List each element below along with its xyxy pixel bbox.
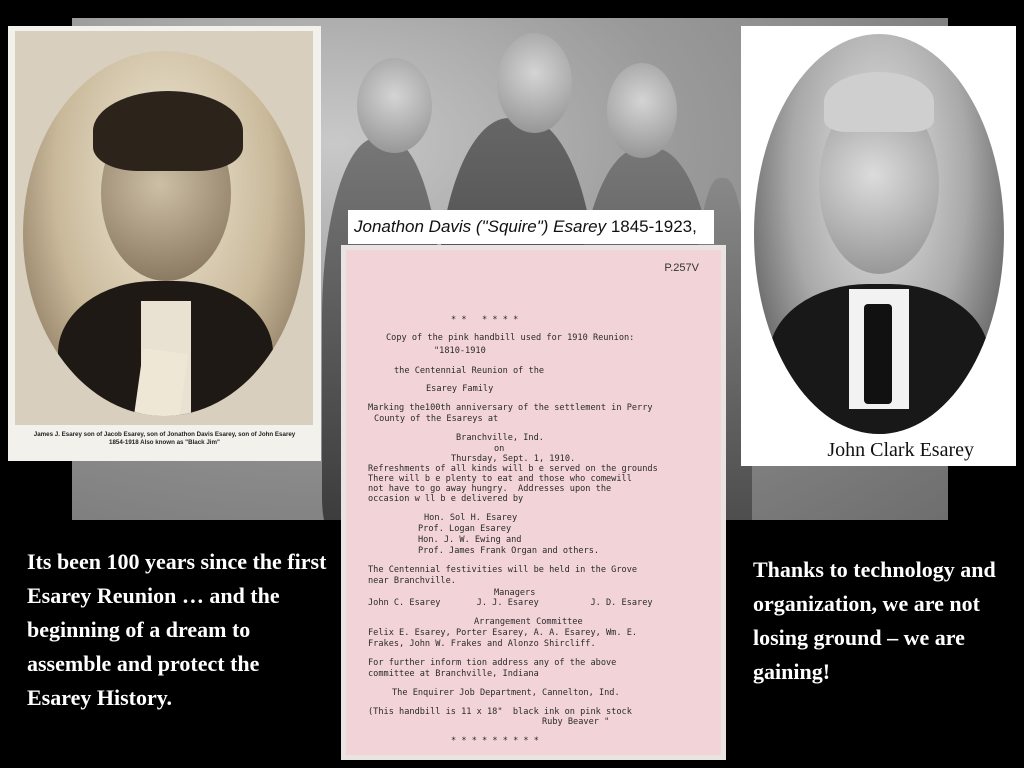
handbill-line: (This handbill is 11 x 18" black ink on pink stock: [368, 707, 632, 717]
handbill-line: Frakes, John W. Frakes and Alonzo Shircliff.: [368, 639, 596, 649]
handbill-line: County of the Esareys at: [374, 414, 499, 424]
handbill-line: Managers: [494, 588, 536, 598]
caption-years: 1845-1923,: [610, 217, 697, 236]
handbill-line: Arrangement Committee: [474, 617, 583, 627]
handbill-line: The Centennial festivities will be held in the Grove: [368, 565, 638, 575]
handbill-line: Hon. J. W. Ewing and: [418, 535, 522, 545]
group-photo-caption: [348, 210, 714, 244]
portrait-right-caption: John Clark Esarey: [827, 439, 974, 461]
handbill-line: Branchville, Ind.: [456, 433, 544, 443]
handbill-line: Prof. Logan Esarey: [418, 524, 512, 534]
caption-line-1: James J. Esarey son of Jacob Esarey, son of Jonathon Davis Esarey, son of John Esarey: [33, 431, 296, 438]
handbill-line: "1810-1910: [434, 346, 486, 356]
handbill-line: near Branchville.: [368, 576, 456, 586]
handbill-line: Hon. Sol H. Esarey: [424, 513, 518, 523]
handbill-line: occasion w ll b e delivered by: [368, 494, 524, 504]
handbill-frame: [341, 245, 726, 760]
handbill-line: There will b e plenty to eat and those who comewill: [368, 474, 632, 484]
ribbon-badge: [133, 348, 188, 416]
handbill-line: Esarey Family: [426, 384, 494, 394]
portrait-james-esarey: [8, 26, 321, 461]
handbill-line: Felix E. Esarey, Porter Esarey, A. A. Esarey, Wm. E.: [368, 628, 638, 638]
left-paragraph: Its been 100 years since the first Esarey Reunion … and the beginning of a dream to assemble and protect the Esarey History.: [27, 549, 327, 711]
handbill-line: Ruby Beaver ": [542, 717, 610, 727]
right-paragraph: Thanks to technology and organization, we are not losing ground – we are gaining!: [753, 557, 996, 685]
handbill-line: For further inform tion address any of the above: [368, 658, 617, 668]
handbill-line: Marking the100th anniversary of the settlement in Perry: [368, 403, 653, 413]
handbill-line: Refreshments of all kinds will b e served on the grounds: [368, 464, 658, 474]
handbill-line: not have to go away hungry. Addresses upon the: [368, 484, 612, 494]
portrait-oval: [23, 51, 305, 416]
caption-name: Jonathon Davis ("Squire") Esarey: [354, 217, 607, 236]
handbill-line: * * * * * * * * *: [451, 736, 539, 746]
handbill-line: Thursday, Sept. 1, 1910.: [451, 454, 576, 464]
handbill-line: Copy of the pink handbill used for 1910 Reunion:: [386, 333, 635, 343]
portrait-oval: [754, 34, 1004, 434]
handbill-line: on: [494, 444, 505, 454]
handbill-line: Prof. James Frank Organ and others.: [418, 546, 600, 556]
portrait-john-clark-esarey: [741, 26, 1016, 466]
handbill-line: the Centennial Reunion of the: [394, 366, 545, 376]
page-number: P.257V: [664, 262, 699, 274]
caption-line-2: 1854-1918 Also known as "Black Jim": [109, 439, 220, 447]
handbill-line: committee at Branchville, Indiana: [368, 669, 539, 679]
handbill-line: John C. Esarey J. J. Esarey J. D. Esarey: [368, 598, 653, 608]
portrait-left-caption: [15, 425, 314, 448]
handbill-line: The Enquirer Job Department, Cannelton, Ind.: [392, 688, 620, 698]
pink-handbill: [346, 250, 721, 755]
handbill-line: * * * * * *: [451, 315, 519, 325]
